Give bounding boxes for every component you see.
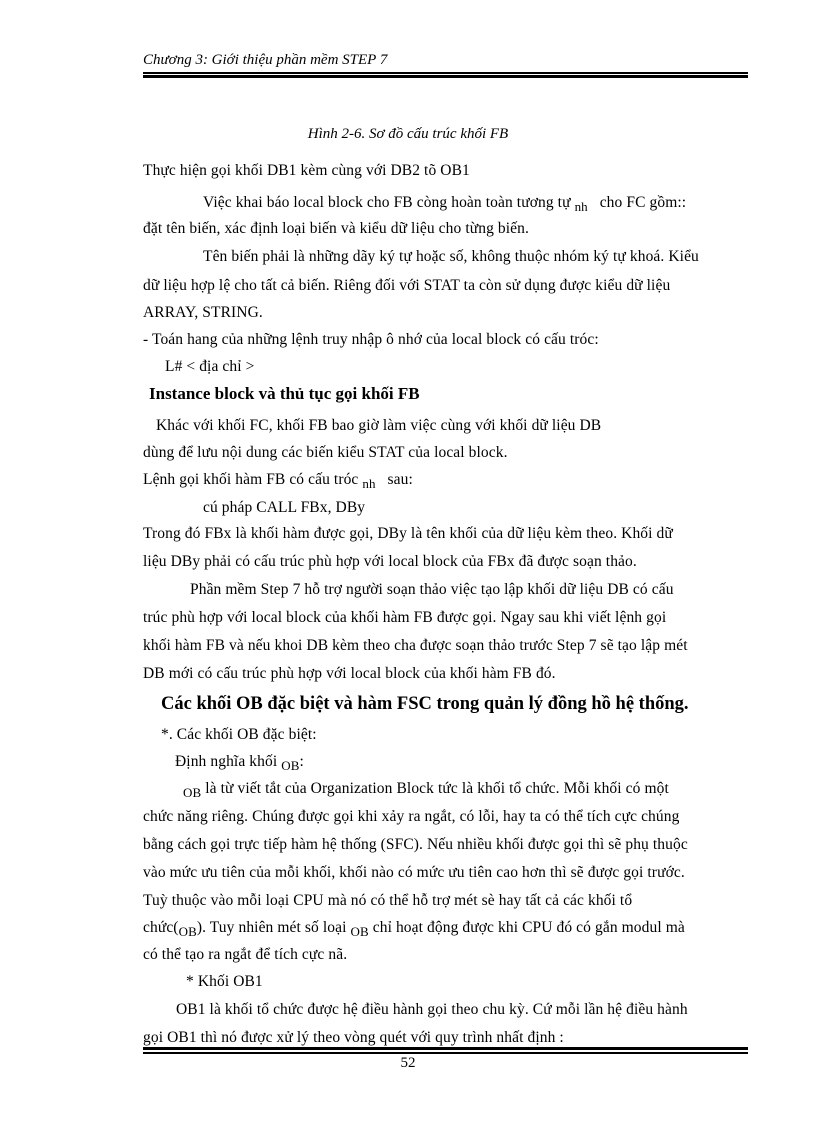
text-line: - Toán hang của những lệnh truy nhập ô nhớ của local block có cấu tróc:: [143, 331, 599, 348]
text-line: *. Các khối OB đặc biệt:: [161, 726, 317, 743]
text-line: OB1 là khối tổ chức được hệ điều hành gọi theo chu kỳ. Cứ mỗi lần hệ điều hành: [176, 1001, 688, 1018]
text-line: Tuỳ thuộc vào mỗi loại CPU mà nó có thể hỗ trợ mét sè hay tất cả các khối tổ: [143, 892, 633, 909]
text-line: có thể tạo ra ngắt để tích cực nã.: [143, 946, 348, 963]
figure-caption: Hình 2-6. Sơ đồ cấu trúc khối FB: [307, 126, 509, 142]
header-rule-thin: [143, 72, 748, 74]
text-line: $_{OB}$ là từ viết tắt của Organization Block tức là khối tổ chức. Mỗi khối có một: [183, 780, 669, 800]
text-line: L# < địa chỉ >: [165, 358, 255, 375]
text-line: Lệnh gọi khối hàm FB có cấu tróc $_{nh}$ sau:: [143, 471, 413, 491]
text-line: * Khối OB1: [186, 973, 263, 990]
text-line: Phần mềm Step 7 hỗ trợ người soạn thảo việc tạo lập khối dữ liệu DB có cấu: [190, 581, 674, 598]
section-heading: Các khối OB đặc biệt và hàm FSC trong quản lý đồng hồ hệ thống.: [161, 694, 689, 714]
text-line: ARRAY, STRING.: [143, 304, 263, 321]
page-number: 52: [400, 1055, 416, 1071]
text-line: Việc khai báo local block cho FB còng hoàn toàn tương tự $_{nh}$ cho FC gồm::: [203, 194, 687, 214]
text-line: dữ liệu hợp lệ cho tất cả biến. Riêng đối với STAT ta còn sử dụng được kiểu dữ liệu: [143, 277, 671, 294]
text-line: Khác với khối FC, khối FB bao giờ làm việc cùng với khối dữ liệu DB: [156, 417, 602, 434]
text-line: bằng cách gọi trực tiếp hàm hệ thống (SFC). Nếu nhiều khối được gọi thì sẽ phụ thuộc: [143, 836, 688, 853]
text-line: $chức(_{OB})$. Tuy nhiên mét số loại $_{OB}$ chỉ hoạt động được khi CPU đó có gắn modul mà: [143, 919, 685, 939]
text-line: DB mới có cấu trúc phù hợp với local block của khối hàm FB đó.: [143, 665, 556, 682]
text-line: Tên biến phải là những dãy ký tự hoặc số, không thuộc nhóm ký tự khoá. Kiểu: [203, 248, 699, 265]
text-line: chức năng riêng. Chúng được gọi khi xảy ra ngắt, có lỗi, hay ta có thể tích cực chúng: [143, 808, 680, 825]
text-line: khối hàm FB và nếu khoi DB kèm theo cha được soạn thảo trước Step 7 sẽ tạo lập mét: [143, 637, 688, 654]
section-heading: Instance block và thủ tục gọi khối FB: [149, 384, 420, 403]
text-line: trúc phù hợp với local block của khối hàm FB được gọi. Ngay sau khi viết lệnh gọi: [143, 609, 667, 626]
text-line: gọi OB1 thì nó được xử lý theo vòng quét với quy trình nhất định :: [143, 1029, 564, 1046]
text-line: Thực hiện gọi khối DB1 kèm cùng với DB2 tõ OB1: [143, 162, 470, 179]
text-line: Định nghĩa khối $_{OB}$:: [175, 753, 304, 773]
footer-rule-thick: [143, 1047, 748, 1050]
text-line: dùng để lưu nội dung các biến kiểu STAT của local block.: [143, 444, 508, 461]
text-line: Trong đó FBx là khối hàm được gọi, DBy là tên khối của dữ liệu kèm theo. Khối dữ: [143, 525, 673, 542]
footer-rule-thin: [143, 1052, 748, 1054]
chapter-title: Chương 3: Giới thiệu phần mềm STEP 7: [143, 52, 388, 68]
text-line: vào mức ưu tiên của mỗi khối, khối nào có mức ưu tiên cao hơn thì sẽ được gọi trước.: [143, 864, 685, 881]
header-rule-thick: [143, 75, 748, 78]
text-line: cú pháp CALL FBx, DBy: [203, 499, 366, 516]
text-line: liệu DBy phải có cấu trúc phù hợp với local block của FBx đã được soạn thảo.: [143, 553, 637, 570]
text-line: đặt tên biến, xác định loại biến và kiểu dữ liệu cho từng biến.: [143, 220, 529, 237]
